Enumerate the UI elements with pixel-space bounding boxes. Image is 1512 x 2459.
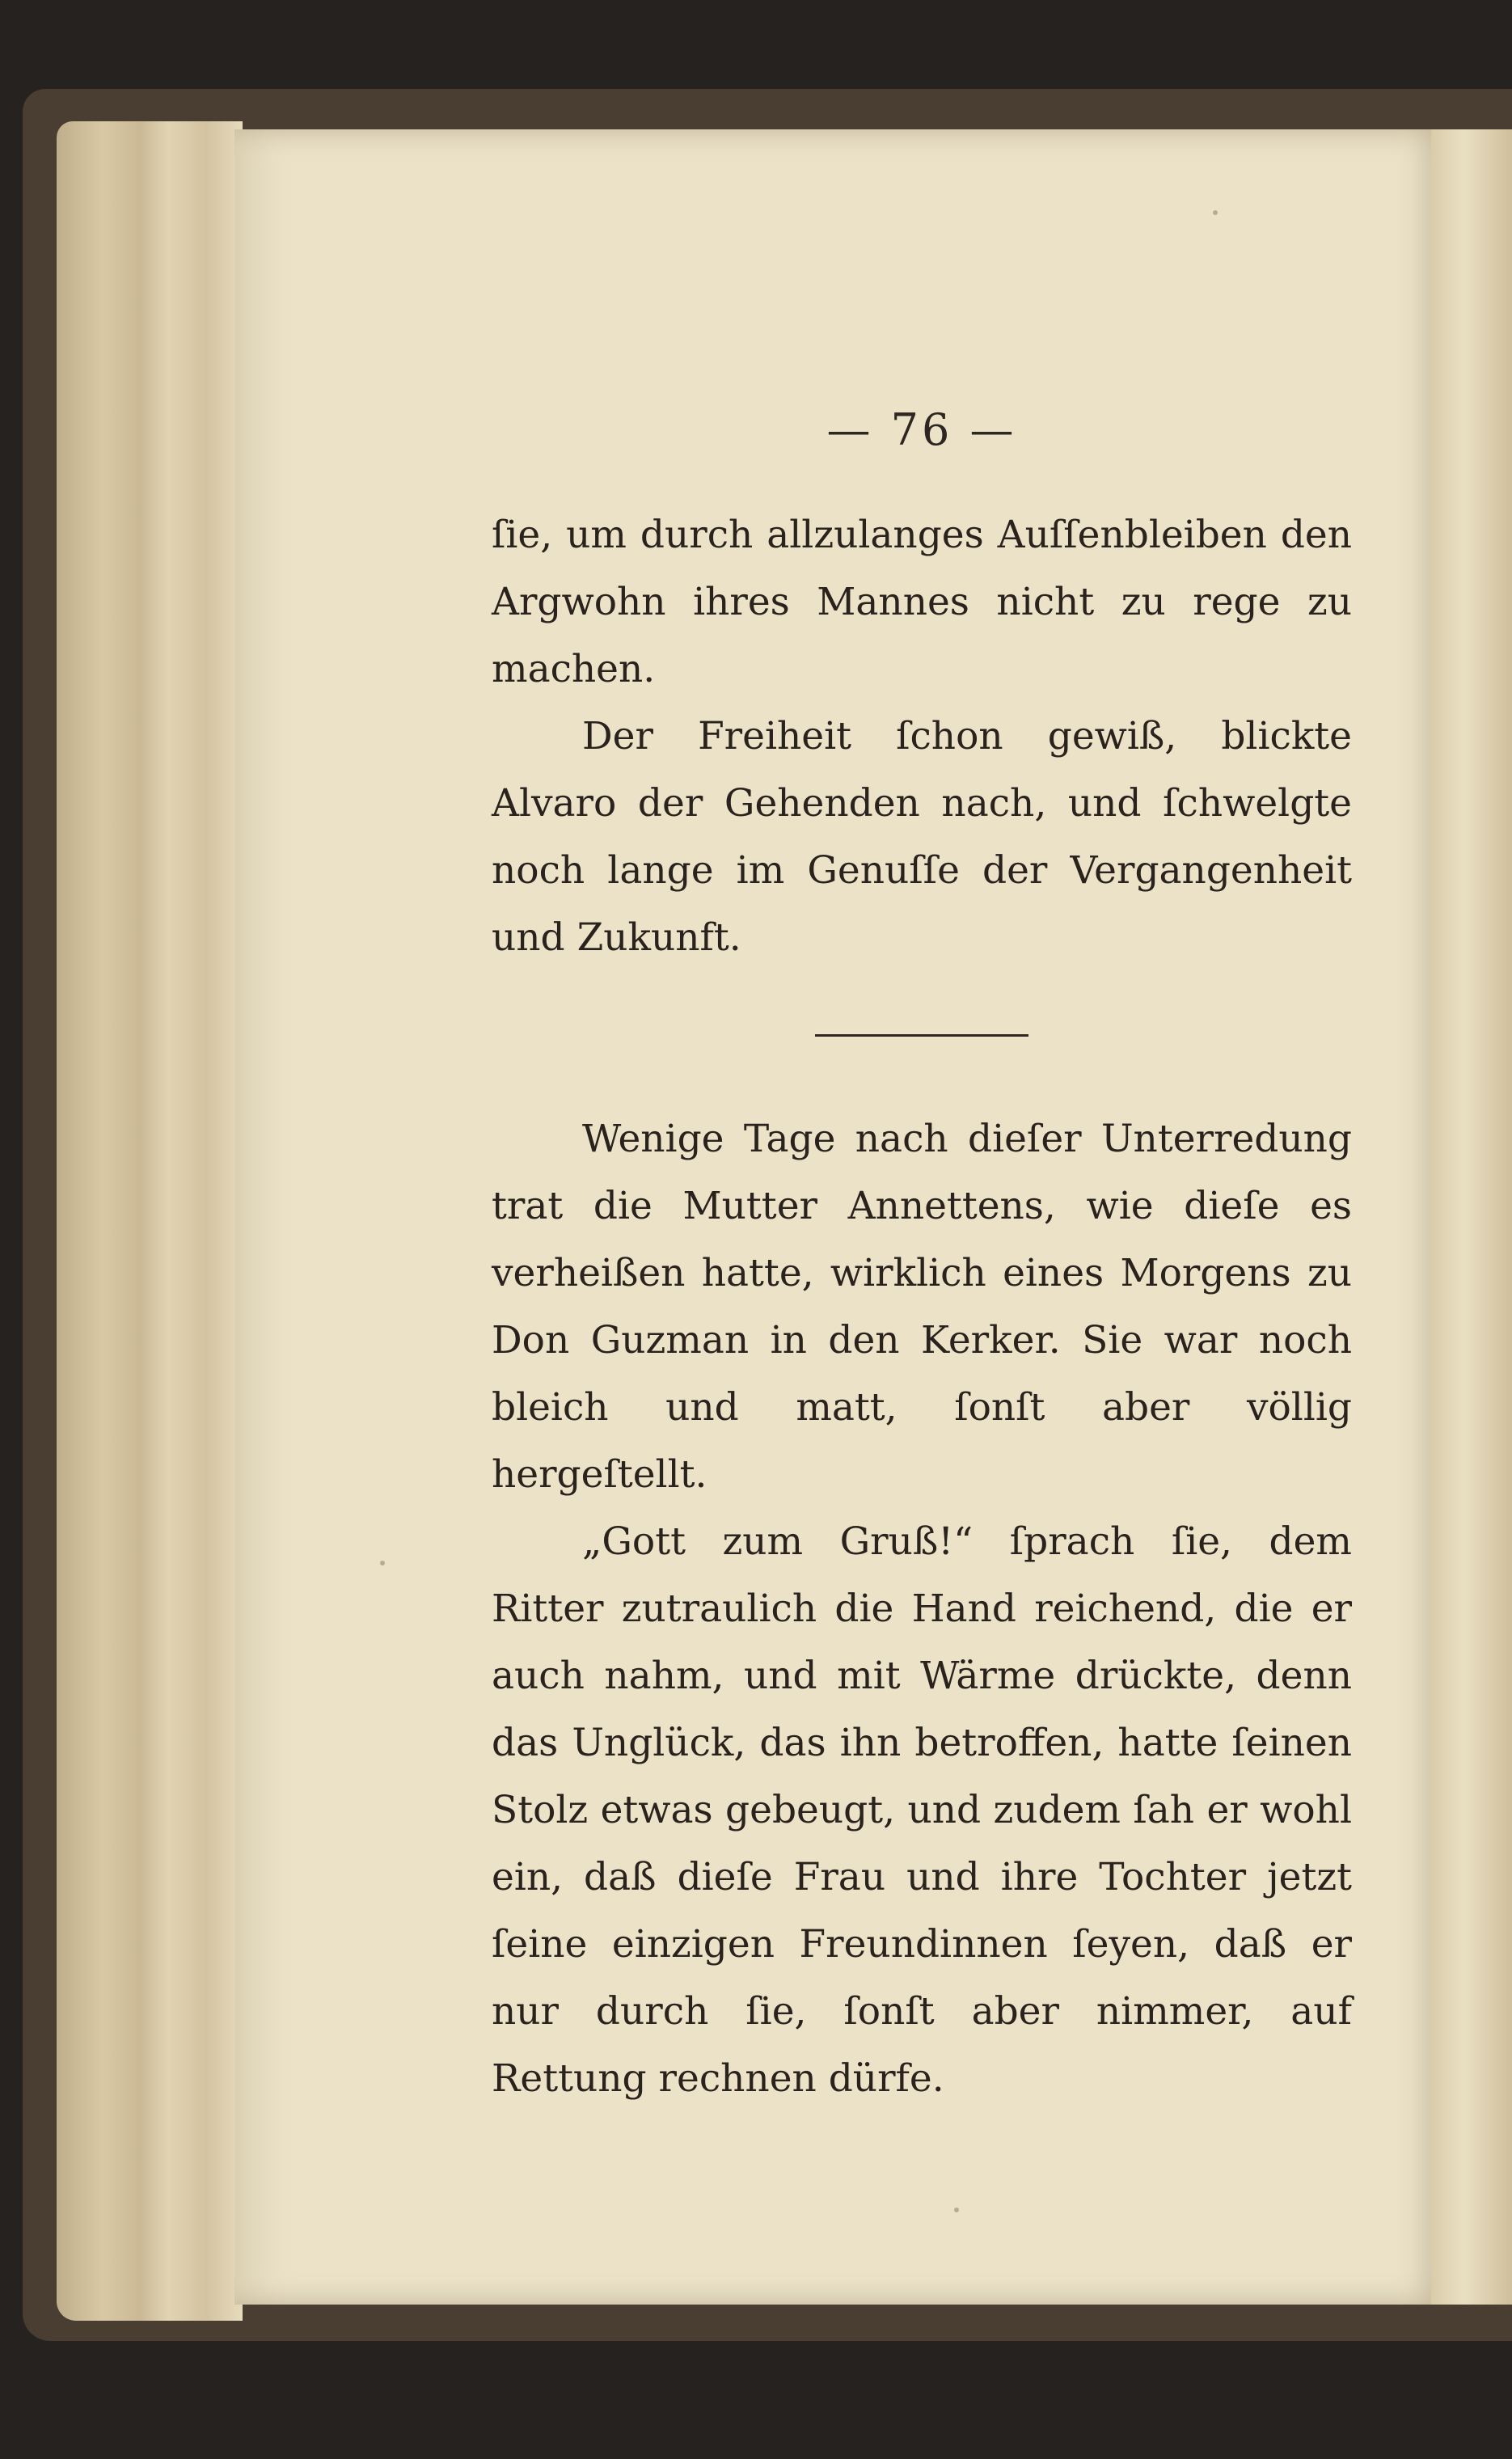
paper-speck bbox=[1213, 210, 1218, 215]
paragraph: „Gott zum Gruß!“ ſprach ſie, dem Ritter zutraulich die Hand reichend, die er auch nahm, und mit Wärme drückte, denn das Unglück, das ihn betroffen, hatte ſeinen Stolz etwas gebeugt, und zudem ſah er wohl ein, daß dieſe Frau und ihre Tochter jetzt ſeine einzigen Freundinnen ſeyen, daß er nur durch ſie, ſonſt aber nimmer, auf Rettung rechnen dürfe. bbox=[492, 1519, 1352, 2101]
page-edges bbox=[57, 121, 243, 2321]
paragraph: Der Freiheit ſchon gewiß, blickte Alvaro der Gehenden nach, und ſchwelgte noch lange im Genuſſe der Vergangenheit und Zukunft. bbox=[492, 714, 1352, 960]
section-divider bbox=[492, 971, 1352, 1105]
book-gutter bbox=[1431, 129, 1512, 2305]
paragraph: Wenige Tage nach dieſer Unterredung trat die Mutter Annettens, wie dieſe es verheißen hatte, wirklich eines Morgens zu Don Guzman in den Kerker. Sie war noch bleich und matt, ſonſt aber völlig hergeſtellt. bbox=[492, 1117, 1352, 1497]
paper-speck bbox=[954, 2208, 959, 2212]
page-number: — 76 — bbox=[826, 404, 1017, 455]
page-body bbox=[492, 501, 1352, 2112]
paper-speck bbox=[380, 1561, 385, 1565]
paragraph: ſie, um durch allzulanges Auſſenbleiben den Argwohn ihres Mannes nicht zu rege zu machen. bbox=[492, 513, 1352, 691]
divider-rule bbox=[815, 1034, 1028, 1037]
